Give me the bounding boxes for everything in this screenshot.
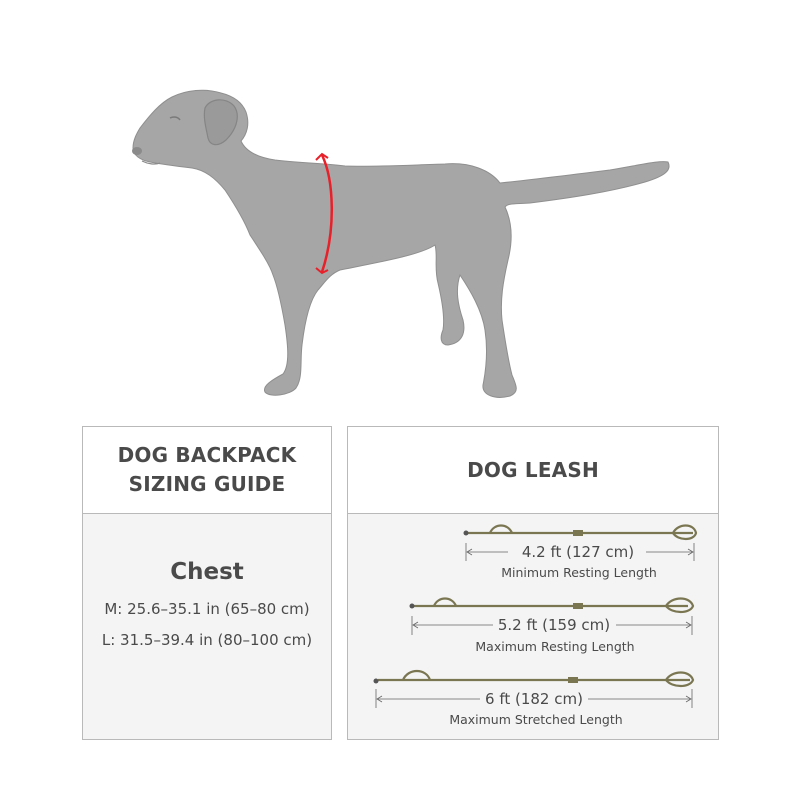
leash-diagram — [348, 513, 718, 739]
dog-leash-header — [348, 427, 718, 514]
chest-heading: Chest — [170, 559, 244, 585]
leash-length-2: 5.2 ft (159 cm) — [497, 616, 611, 634]
leash-handle-loop-icon — [434, 599, 456, 607]
leash-maximum-stretched — [374, 671, 694, 686]
leash-label-3: Maximum Stretched Length — [449, 712, 623, 727]
sizing-guide-header — [83, 427, 331, 514]
dog-leash-panel — [347, 426, 719, 740]
leash-length-3: 6 ft (182 cm) — [485, 690, 583, 708]
leash-maximum-resting — [410, 599, 694, 613]
leash-handle-loop-icon — [490, 526, 512, 534]
leash-length-1: 4.2 ft (127 cm) — [521, 543, 635, 561]
leash-clip-icon — [410, 604, 415, 609]
size-m-range: M: 25.6–35.1 in (65–80 cm) — [104, 600, 310, 618]
size-l-range: L: 31.5–39.4 in (80–100 cm) — [101, 631, 313, 649]
dog-nose — [132, 147, 142, 155]
leash-label-2: Maximum Resting Length — [475, 639, 635, 654]
leash-handle-loop-icon — [403, 671, 430, 680]
leash-label-1: Minimum Resting Length — [501, 565, 657, 580]
sizing-guide-panel — [82, 426, 332, 740]
sizing-guide-title: DOG BACKPACK SIZING GUIDE — [117, 443, 297, 496]
dog-leash-title: DOG LEASH — [467, 457, 599, 482]
leash-clip-icon — [464, 531, 469, 536]
leash-minimum-resting — [464, 526, 697, 540]
leash-clip-icon — [374, 679, 379, 684]
